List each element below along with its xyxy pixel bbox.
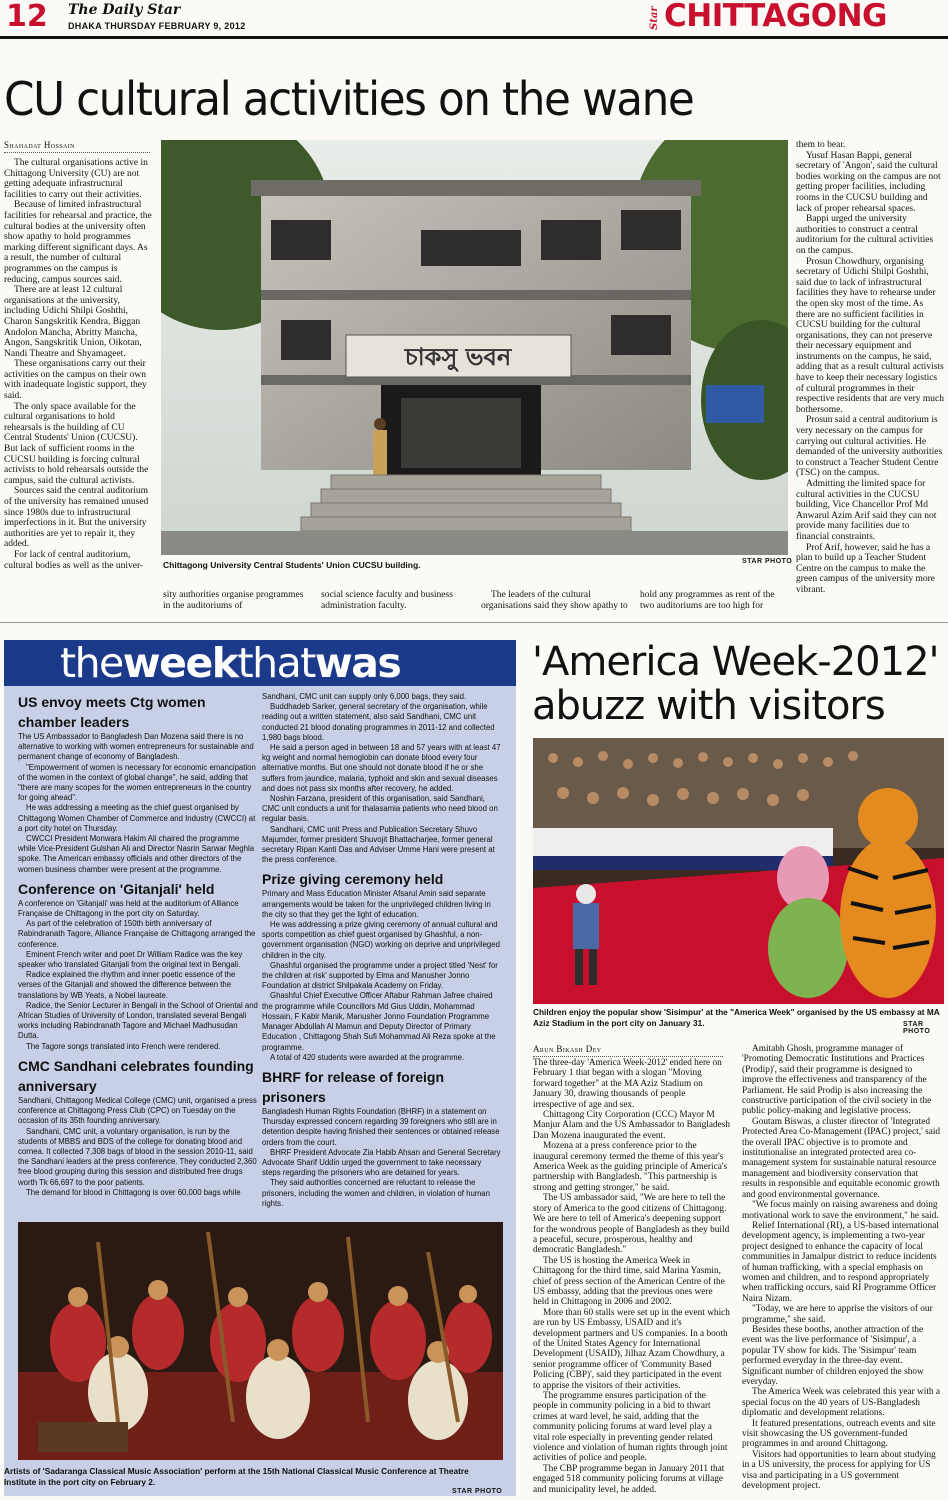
article-column-4 <box>481 590 629 611</box>
paragraph: The leaders of the cultural organisations said they show apathy to <box>481 590 628 611</box>
photo-caption: Chittagong University Central Students' Union CUCSU building. <box>163 560 421 570</box>
paragraph: The programme ensures participation of the people in community policing in a bid to thwart crimes at ward level, he said, adding that the community policing forums at ward level play a vital role especially in preventing gender related violence and violation of human rights through joint activities of police and people. <box>533 1391 728 1464</box>
paragraph: "We focus mainly on raising awareness and doing motivational work to save the environment," he said. <box>742 1200 939 1221</box>
paragraph: Prosun Chowdhury, organising secretary of Udichi Shilpi Goshthi, said due to lack of infrastructural facilities they have to rehearse under the open sky most of the time. As there are no sufficient facilities in CUCSU building for the cultural organisations, they can not preserve their necessary equipment and instruments on the campus, he said, adding that as a result cultural activists have to keep their necessary logistics of cultural programmes in their respective residents that are very much bothersome. <box>796 256 944 415</box>
section-logo <box>646 4 660 32</box>
story-headline: BHRF for release of foreign prisoners <box>262 1068 445 1105</box>
paragraph: Sandhani, Chittagong Medical College (CMC) unit, organised a press conference at Chittagong Press Club (CPC) on Tuesday on the occasion of its 35th founding anniversary. <box>18 1095 257 1126</box>
paragraph: For lack of central auditorium, cultural bodies as well as the univer- <box>4 549 144 571</box>
paragraph: them to bear. <box>796 140 846 150</box>
cucsu-building-photo <box>161 140 788 555</box>
sisimpur-show-photo <box>533 738 944 1004</box>
paragraph: The America Week was celebrated this year with a special focus on the 40 years of US-Bangladesh diplomatic and development relations. <box>742 1387 941 1419</box>
paragraph: Mozena at a press conference prior to the inaugural ceremony termed the theme of this year's America Week as the guiding principle of America's partnership with Bangladesh. "This partnership is strong and getting stronger," he said. <box>533 1141 728 1193</box>
paragraph: Amitabh Ghosh, programme manager of 'Promoting Democratic Institutions and Practices (Prodip)', said their programme is designed to improve the effectiveness and transparency of the Parliament. He said Prodip is also increasing the constructive participation of the civil society in the public policy-making and legislative process. <box>742 1044 932 1117</box>
paragraph: A conference on 'Gitanjali' was held at the auditorium of Alliance Française de Chittagong in the port city on Saturday. <box>18 898 239 919</box>
paragraph: Radice explained the rhythm and inner poetic essence of the verses of the Gitanjali and showed the difference between the translations by WB Yeats, a Nobel laureate. <box>18 970 236 1000</box>
paragraph: "Today, we are here to apprise the visitors of our programme," she said. <box>742 1304 933 1325</box>
paragraph: He was addressing a meeting as the chief guest organised by Chittagong Women Chamber of Commerce and Industry (CWCCI) at a port city hotel on Thursday. <box>18 803 256 833</box>
page-number: 12 <box>6 0 48 34</box>
article-column-2 <box>163 590 311 611</box>
story-headline: US envoy meets Ctg women chamber leaders <box>18 694 206 730</box>
headline-line: abuzz with visitors <box>532 683 885 729</box>
paragraph: Bappi urged the university authorities to construct a central auditorium for the cultural activities on the campus. <box>796 214 934 256</box>
photo-caption: Children enjoy the popular show 'Sisimpur' at the "America Week" organised by the US embassy at MA Aziz Stadium in the port city on January 31. <box>533 1007 940 1028</box>
building-sign-text: চাকসু ভবন <box>404 343 512 371</box>
paragraph: Eminent French writer and poet Dr William Radice was the key speaker who translated Gitanjali from the original text in Bengali. <box>18 949 243 970</box>
paragraph: The Tagore songs translated into French were rendered. <box>26 1041 221 1051</box>
story-headline: Prize giving ceremony held <box>262 871 444 888</box>
paragraph: Visitors had opportunities to learn about studying in a US university, the process for applying for US visa and participating in a US government development project. <box>742 1449 936 1492</box>
paragraph: Sources said the central auditorium of the university has remained unused since 1980s due to infrastructural imperfections in it. But the university authorities are yet to repair it, they added. <box>4 486 149 550</box>
story-body <box>18 899 258 1052</box>
paragraph: Admitting the limited space for cultural activities in the CUCSU building, Vice Chancellor Prof Md Anwarul Azim Arif said they can not provide many facilities due to financial constraints. <box>796 479 937 542</box>
story-headline: CMC Sandhani celebrates founding anniversary <box>18 1057 254 1094</box>
paragraph: CWCCI President Monwara Hakim Ali chaired the programme while Vice-President Gulshan Ali and Director Nasrin Sarwar Meghla spoke. The American embassy officials and other directors of the women business chamber were present at the programme. <box>18 834 255 874</box>
article-column-1 <box>4 158 152 612</box>
headline-line: 'America Week-2012' <box>532 639 939 685</box>
photo-credit: STAR PHOTO <box>742 558 793 565</box>
week-left-column <box>18 692 258 1220</box>
america-column-2 <box>742 1044 944 1496</box>
week-that-was-title <box>60 639 400 687</box>
paragraph: Bangladesh Human Rights Foundation (BHRF) in a statement on Thursday expressed concern regarding 39 foreigners who still are in detention despite having finished their sentences or obtained release orders from the court. <box>262 1106 500 1147</box>
classical-music-photo <box>18 1222 503 1460</box>
paragraph: The CBP programme began in January 2011 that engaged 518 community policing forums at village and municipality level, he added. <box>533 1463 725 1495</box>
paragraph: They said authorities concerned are reluctant to release the prisoners, including the women and children, in violation of human rights. <box>262 1178 490 1208</box>
paragraph: The cultural organisations active in Chittagong University (CU) are not getting adequate infrastructural facilities to carry out their activities. <box>4 158 148 200</box>
banner-word: that <box>237 639 315 687</box>
paragraph: Because of limited infrastructural facilities for rehearsal and practice, the cultural bodies at the university often show apathy to hold programmes marking different significant days. As a result, the number of cultural programmes on the campus is reducing, campus sources said. <box>4 200 152 285</box>
section-logo-text: Star <box>649 6 660 30</box>
article-headline: CU cultural activities on the wane <box>4 72 694 126</box>
article-headline <box>532 640 939 728</box>
story-headline: Conference on 'Gitanjali' held <box>18 880 215 897</box>
paragraph: Primary and Mass Education Minister Afsarul Amin said separate arrangements would be taken for the unprivileged children living in the city so that they get the light of education. <box>262 889 491 919</box>
paragraph: The US is hosting the America Week in Chittagong for the third time, said Marina Yasmin, chief of press section of the American Centre of the US embassy, adding that the previous ones were held in Chittagong in 2006 and 2002. <box>533 1255 725 1308</box>
paragraph: A total of 420 students were awarded at the programme. <box>270 1052 465 1062</box>
paragraph: Radice, the Senior Lecturer in Bengali in the School of Oriental and African Studies of University of London, translated several Bengali works including Rabindranath Tagore and Michael Madhusudan Dutta. <box>18 1000 258 1041</box>
paragraph: Noshin Farzana, president of this organisation, said Sandhani, CMC unit conducts a unit for thalasamia patients who need blood on regular basis. <box>262 794 498 824</box>
section-divider <box>0 622 948 623</box>
article-byline: Arun Bikash Dey <box>533 1044 723 1057</box>
paragraph: Besides these booths, another attraction of the event was the live performance of 'Sisimpur', a popular TV show for kids. The 'Sisimpur' team performed everyday in the three-day event. Significant number of children enjoyed the show everyday. <box>742 1324 924 1387</box>
dateline: DHAKA THURSDAY FEBRUARY 9, 2012 <box>68 21 246 31</box>
story-body <box>18 732 258 875</box>
paragraph: Yusuf Hasan Bappi, general secretary of 'Angon', said the cultural bodies working on the campus are not getting proper facilities, including rooms in the CUCSU building and lack of proper rehearsal spaces. <box>796 150 941 214</box>
paragraph: He said a person aged in between 18 and 57 years with at least 47 kg weight and normal hemoglobin can donate blood every four alternative months. But one should not donate blood if he or she suffers from jaundice, malaria, typhoid and skin and sexual diseases and does not pass six months after recovery, he added. <box>262 743 501 793</box>
article-byline: Shahadat Hossain <box>4 140 150 153</box>
paragraph: The US ambassador said, "We are here to tell the story of America to the good citizens of Chittagong. We are here to tell of America's deepening support for the wondrous people of Bangladesh as they build a peaceful, secure, prosperous, healthy and democratic Bangladesh." <box>533 1193 730 1256</box>
photo-credit: STAR PHOTO <box>903 1021 931 1035</box>
paragraph: Prof Arif, however, said he has a plan to build up a Teacher Student Centre on the campus to make the green campus of the university more vibrant. <box>796 542 936 595</box>
paragraph: social science faculty and business administration faculty. <box>321 590 453 611</box>
paragraph: The only space available for the cultural organisations to hold rehearsals is the building of CU Central Students' Union (CUCSU). But lack of sufficient rooms in the CUCSU building is forcing cultural activists to hold rehearsals outside the campus, said the cultural activists. <box>4 401 149 486</box>
paragraph: More than 60 stalls were set up in the event which are run by US Embassy, USAID and it's development partners and US companies. In a booth of the United States Agency for International Development (USAID), Jilhaz Azam Chowdhury, a senior programme officer of 'Community Based Policing (CBP)', said they participated in the event to apprise the visitors of their activities. <box>533 1307 730 1391</box>
paragraph: These organisations carry out their activities on the campus on their own with inadequate logistic support, they said. <box>4 359 147 402</box>
paragraph: He was addressing a prize giving ceremony of annual cultural and sports competition as chief guest organised by Ghashful, a non-government organisation (NGO) working on deprive and unprivileged children in the city. <box>262 920 500 960</box>
paragraph: The demand for blood in Chittagong is over 60,000 bags while <box>26 1187 241 1197</box>
paragraph: Sandhani, CMC unit Press and Publication Secretary Shuvo Majumder, former president Shuvojit Bhattacharjee, former general secretary Ripan Kanti Das and Adviser Umme Hani were present at the press conference. <box>262 824 495 865</box>
article-column-right <box>796 140 944 612</box>
paragraph: Goutam Biswas, a cluster director of 'Integrated Protected Area Co-Management (IPAC) project,' said the overall IPAC objective is to promote and institutionalise an integrated protected area co-management system for sustainable natural resource management and biodiversity conservation that results in responsible and equitable economic growth and good environmental governance. <box>742 1116 941 1200</box>
banner-word: was <box>314 639 401 687</box>
america-column-1 <box>533 1058 730 1496</box>
paragraph: Ghashful Chief Executive Officer Aftabur Rahman Jafree chaired the programme while Councillors Md Gius Uddin, Mohammad Hossain, F Kabir Manik, Manusher Jonno Foundation Programme Manager Abdullah Al Mamun and Deputy Director of Primary Education , Chittagong Shah Sufi Mohammad Ali Reza spoke at the programme. <box>262 991 496 1052</box>
paragraph: Relief International (RI), a US-based international development agency, is implementing a two-year project designed to enhance the capacity of local communities in Jamalpur district to reduce incidents of human trafficking, with a special emphasis on women and children, and to respond appropriately when trafficking occurs, said RI Programme Officer Naira Nizam. <box>742 1220 939 1304</box>
banner-word: the <box>60 639 123 687</box>
photo-credit: STAR PHOTO <box>452 1488 503 1495</box>
header-rule <box>0 36 948 39</box>
paragraph: Buddhadeb Sarker, general secretary of the organisation, while reading out a written statement, also said Sandhani, CMC unit conducted 21 blood donating programmes in 2011-12 and collected 1,980 bags blood. <box>262 702 495 742</box>
paragraph: As part of the celebration of 150th birth anniversary of Rabindranath Tagore, Alliance Française de Chittagong arranged the conference. <box>18 919 256 949</box>
paragraph: It featured presentations, outreach events and site visit showcasing the US government-funded programmes in and around Chittagong. <box>742 1418 936 1450</box>
paragraph: The three-day 'America Week-2012' ended here on February 1 that began with a slogan "Moving forward together" at the MA Aziz Stadium on January 30, drawing thousands of people irrespective of age and sex. <box>533 1058 722 1110</box>
paragraph: The US Ambassador to Bangladesh Dan Mozena said there is no alternative to working with women entrepreneurs for sustainable and permanent change of economy of Bangladesh. <box>18 732 254 762</box>
story-body <box>18 1096 258 1198</box>
paragraph: "Empowerment of women is necessary for economic emancipation of the women in the context of global change", he said, adding that "there are many scopes for the women entrepreneurs in the country for going ahead". <box>18 762 256 803</box>
paragraph: Sandhani, CMC unit can supply only 6,000 bags, they said. <box>262 692 467 701</box>
paragraph: Ghashful organised the programme under a project titled 'Nest' for the children at risk' supported by Elma and Manusher Jonno Foundation at district Shilpakala Academy on Friday. <box>262 960 498 991</box>
story-body <box>262 889 502 1062</box>
article-column-5 <box>640 590 788 611</box>
story-body <box>262 1107 502 1209</box>
paragraph: BHRF President Advocate Zia Habib Ahsan and General Secretary Advocate Sharif Uddin urged the government to take necessary steps regarding the prisoners who are detained for years. <box>262 1147 501 1178</box>
paragraph: sity authorities organise programmes in the auditoriums of <box>163 590 304 611</box>
story-body <box>262 692 502 865</box>
paragraph: Prosun said a central auditorium is very necessary on the campus for carrying out cultural activities. He demanded of the university authorities to construct a Teacher Student Centre (TSC) on the campus. <box>796 415 943 479</box>
masthead: The Daily Star <box>68 2 181 18</box>
week-right-column <box>262 692 502 1220</box>
banner-word: week <box>122 639 238 687</box>
section-title: CHITTAGONG <box>664 0 888 34</box>
paragraph: Chittagong City Corporation (CCC) Mayor M Manjur Alam and the US Ambassador to Bangladesh Dan Mozena inaugurated the event. <box>533 1110 730 1141</box>
paragraph: hold any programmes as rent of the two auditoriums are too high for <box>640 590 775 611</box>
photo-caption: Artists of 'Sadaranga Classical Music Association' perform at the 15th National Classical Music Conference at Theatre Institute in the port city on February 2. <box>4 1466 469 1487</box>
article-column-3 <box>321 590 469 611</box>
paragraph: There are at least 12 cultural organisations at the university, including Udichi Shilpi Goshthi, Charon Sangskritik Kendra, Biggan Andolon Mancha, Abritty Mancha, Angon, Sangskritik Union, Oikotan, Nandi Theatre and Shyamageet. <box>4 285 142 359</box>
paragraph: Sandhani, CMC unit, a voluntary organisation, is run by the students of MBBS and BDS of the college for donating blood and cornea. It collected 7,308 bags of blood in the session 2010-11, said the Sandhani leaders at the press conference. They conducted 2,360 free blood grouping during this session and distributed free drugs worth Tk 66,697 to the poor patients. <box>18 1126 257 1187</box>
